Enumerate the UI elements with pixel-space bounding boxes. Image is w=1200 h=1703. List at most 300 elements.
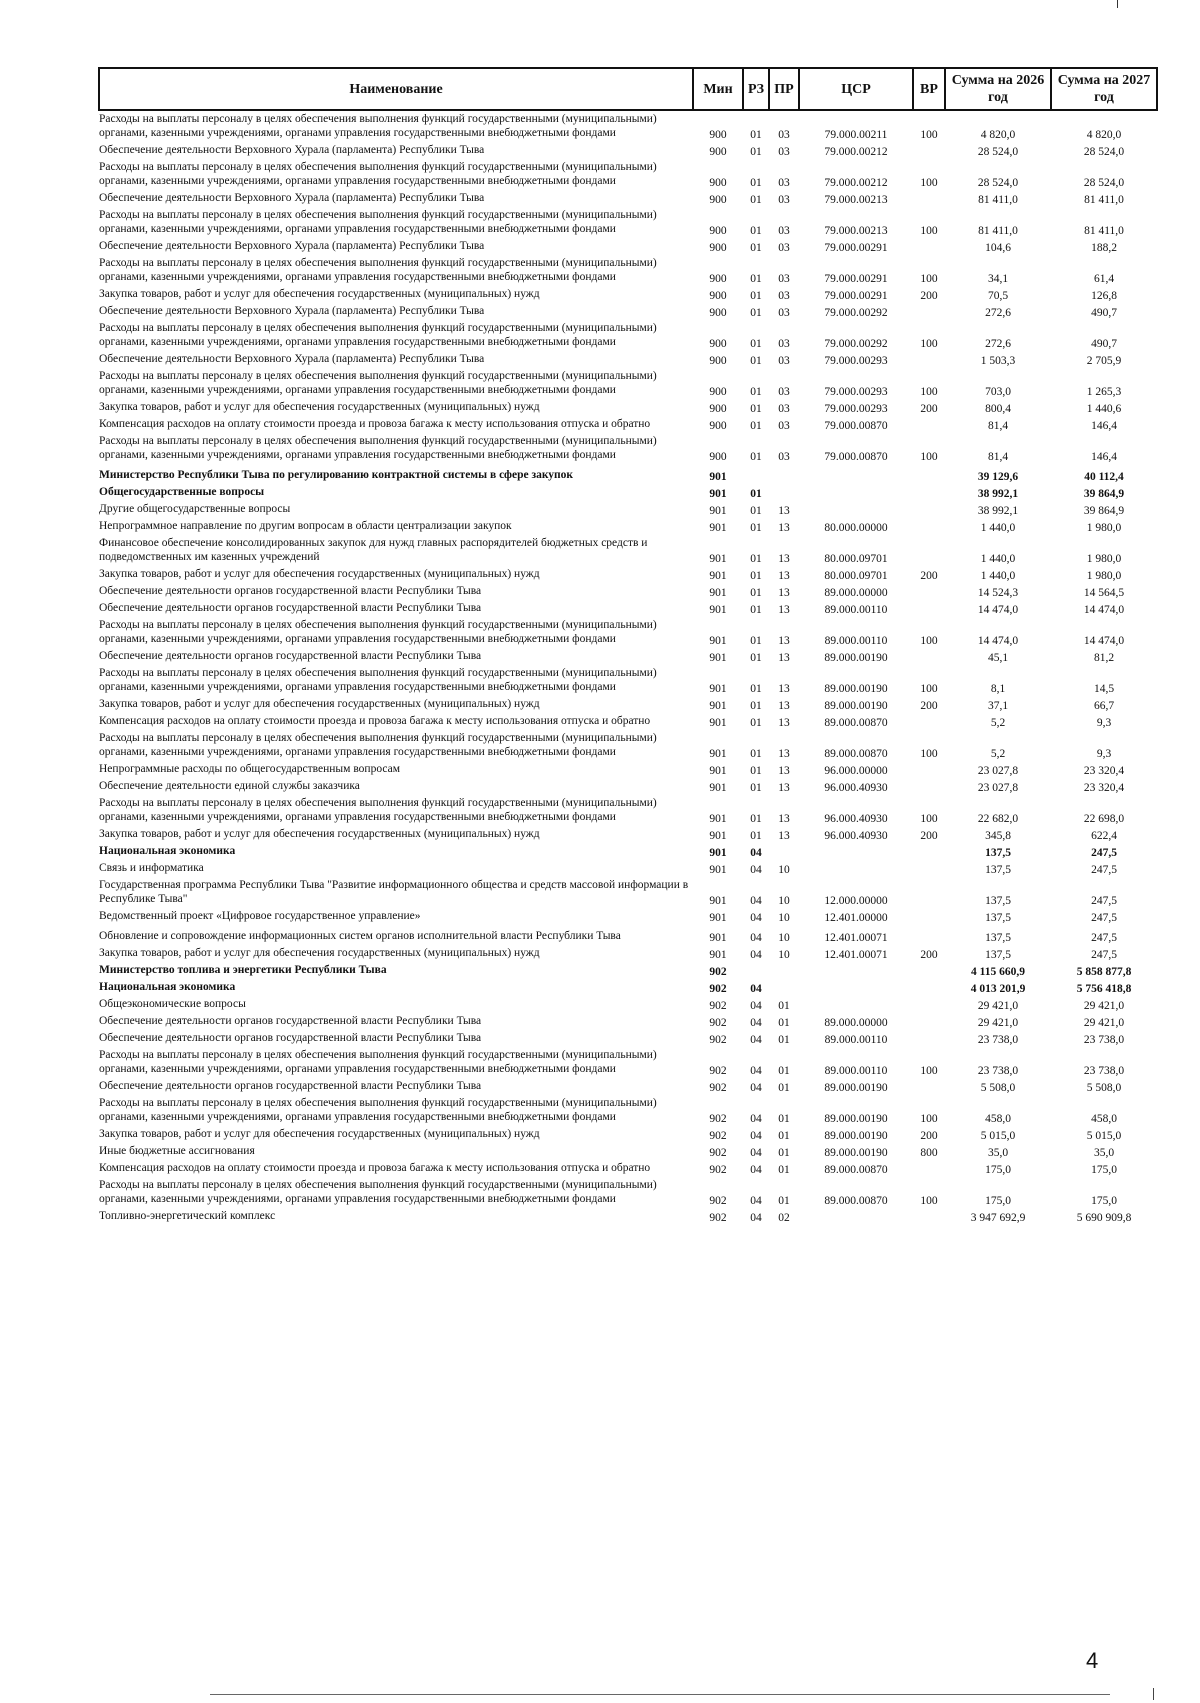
- table-row: [99, 416, 1157, 433]
- row-sum-2026: 29 421,0: [977, 1017, 1019, 1029]
- row-vr: 200: [920, 700, 938, 712]
- row-min: 901: [709, 635, 727, 647]
- page-number: 4: [1086, 1648, 1099, 1673]
- row-sum-2027: 81 411,0: [1084, 194, 1124, 206]
- row-name: Обеспечение деятельности Верховного Хурала (парламента) Республики Тыва: [99, 192, 485, 204]
- row-vr: [913, 351, 945, 368]
- row-csr: 80.000.00000: [824, 522, 888, 534]
- table-row: [99, 1013, 1157, 1030]
- row-rz: 01: [750, 813, 762, 825]
- row-csr: 12.401.00071: [824, 932, 888, 944]
- row-min: 900: [709, 403, 727, 415]
- row-min: 901: [709, 652, 727, 664]
- row-name: Национальная экономика: [99, 981, 236, 993]
- row-min: 900: [709, 129, 727, 141]
- row-vr: [913, 464, 945, 484]
- row-sum-2027: 1 265,3: [1086, 386, 1122, 398]
- row-pr: 01: [778, 1082, 790, 1094]
- row-csr: 96.000.40930: [824, 813, 888, 825]
- row-csr: 80.000.09701: [824, 570, 888, 582]
- row-csr: 89.000.00110: [824, 604, 888, 616]
- row-sum-2027: 247,5: [1091, 932, 1117, 944]
- row-pr: 10: [778, 912, 790, 924]
- row-csr: 79.000.00293: [824, 355, 888, 367]
- row-vr: [913, 600, 945, 617]
- row-vr: 100: [920, 683, 938, 695]
- row-sum-2026: 34,1: [987, 273, 1009, 285]
- row-csr: 79.000.00870: [824, 451, 888, 463]
- row-min: 900: [709, 307, 727, 319]
- header-sum-2027: Сумма на 2027 год: [1051, 68, 1157, 110]
- row-min: 902: [709, 1130, 727, 1142]
- row-min: 900: [709, 194, 727, 206]
- row-name: Иные бюджетные ассигнования: [99, 1145, 255, 1157]
- row-pr: 03: [778, 386, 790, 398]
- row-csr: 89.000.00190: [824, 700, 888, 712]
- row-min: 902: [709, 983, 727, 995]
- row-sum-2027: 247,5: [1091, 949, 1117, 961]
- row-rz: 01: [750, 129, 762, 141]
- row-sum-2027: 14 474,0: [1083, 635, 1125, 647]
- row-vr: [913, 142, 945, 159]
- row-sum-2026: 137,5: [985, 847, 1011, 859]
- row-sum-2026: 458,0: [985, 1113, 1011, 1125]
- row-rz: 01: [750, 765, 762, 777]
- row-vr: [913, 778, 945, 795]
- row-vr: 100: [920, 748, 938, 760]
- row-csr: 79.000.00212: [824, 177, 888, 189]
- row-name: Ведомственный проект «Цифровое государственное управление»: [99, 910, 421, 922]
- row-rz: 01: [750, 830, 762, 842]
- row-vr: 100: [920, 177, 938, 189]
- row-min: 901: [709, 912, 727, 924]
- row-csr: [799, 464, 913, 484]
- row-min: 900: [709, 177, 727, 189]
- row-vr: [913, 843, 945, 860]
- budget-table: [98, 67, 1158, 1225]
- footer-rule: [210, 1694, 1110, 1695]
- row-vr: [913, 238, 945, 255]
- row-sum-2026: 22 682,0: [977, 813, 1019, 825]
- table-row: [99, 351, 1157, 368]
- row-sum-2027: 14 564,5: [1083, 587, 1125, 599]
- row-min: 902: [709, 1017, 727, 1029]
- table-row: [99, 518, 1157, 535]
- row-vr: [913, 1078, 945, 1095]
- row-name: Обеспечение деятельности органов государственной власти Республики Тыва: [99, 602, 482, 614]
- row-name: Обеспечение деятельности единой службы заказчика: [99, 780, 360, 792]
- row-vr: [913, 648, 945, 665]
- row-sum-2027: 247,5: [1091, 847, 1117, 859]
- row-pr: 01: [778, 1017, 790, 1029]
- row-vr: [913, 484, 945, 501]
- row-sum-2026: 3 947 692,9: [970, 1212, 1026, 1224]
- row-pr: 03: [778, 194, 790, 206]
- row-rz: 04: [750, 932, 762, 944]
- row-name: Компенсация расходов на оплату стоимости проезда и провоза багажа к месту использования отпуска и обратно: [99, 418, 651, 430]
- table-row: [99, 877, 1157, 908]
- row-csr: 79.000.00292: [824, 338, 888, 350]
- row-min: 901: [709, 505, 727, 517]
- row-vr: 800: [920, 1147, 938, 1159]
- row-vr: 100: [920, 273, 938, 285]
- row-name: Обеспечение деятельности органов государственной власти Республики Тыва: [99, 1080, 482, 1092]
- row-min: 901: [709, 700, 727, 712]
- row-name: Закупка товаров, работ и услуг для обеспечения государственных (муниципальных) нужд: [99, 288, 540, 300]
- row-rz: 01: [750, 225, 762, 237]
- row-vr: 200: [920, 403, 938, 415]
- row-name: Расходы на выплаты персоналу в целях обеспечения выполнения функций государственными (муниципальными) органами, казенными учреждениями, органами управления государственными внебюджетными фондами: [99, 322, 657, 348]
- row-pr: 02: [778, 1212, 790, 1224]
- row-min: 901: [709, 553, 727, 565]
- row-sum-2026: 81,4: [987, 420, 1009, 432]
- row-vr: 200: [920, 1130, 938, 1142]
- table-row: [99, 110, 1157, 142]
- row-sum-2026: 272,6: [985, 338, 1011, 350]
- row-csr: 89.000.00000: [824, 587, 888, 599]
- row-vr: 200: [920, 830, 938, 842]
- row-vr: [913, 925, 945, 945]
- row-sum-2027: 5 756 418,8: [1076, 983, 1132, 995]
- row-min: 900: [709, 273, 727, 285]
- row-csr: 89.000.00000: [824, 1017, 888, 1029]
- row-pr: 13: [778, 700, 790, 712]
- row-name: Расходы на выплаты персоналу в целях обеспечения выполнения функций государственными (муниципальными) органами, казенными учреждениями, органами управления государственными внебюджетными фондами: [99, 1179, 657, 1205]
- row-sum-2026: 81,4: [987, 451, 1009, 463]
- row-rz: 01: [750, 570, 762, 582]
- row-sum-2027: 9,3: [1096, 717, 1112, 729]
- row-name: Расходы на выплаты персоналу в целях обеспечения выполнения функций государственными (муниципальными) органами, казенными учреждениями, органами управления государственными внебюджетными фондами: [99, 1049, 657, 1075]
- row-name: Обеспечение деятельности Верховного Хурала (парламента) Республики Тыва: [99, 144, 485, 156]
- table-row: [99, 617, 1157, 648]
- row-pr: 13: [778, 522, 790, 534]
- row-vr: 200: [920, 290, 938, 302]
- table-row: [99, 1160, 1157, 1177]
- row-name: Компенсация расходов на оплату стоимости проезда и провоза багажа к месту использования отпуска и обратно: [99, 1162, 651, 1174]
- row-csr: [799, 962, 913, 979]
- row-rz: 04: [750, 1000, 762, 1012]
- row-name: Другие общегосударственные вопросы: [99, 503, 291, 515]
- row-sum-2026: 81 411,0: [978, 225, 1018, 237]
- row-sum-2026: 23 027,8: [977, 782, 1019, 794]
- row-min: 901: [709, 949, 727, 961]
- header-sum-2026: Сумма на 2026 год: [945, 68, 1051, 110]
- row-sum-2026: 1 440,0: [980, 570, 1016, 582]
- row-rz: 01: [750, 338, 762, 350]
- row-name: Расходы на выплаты персоналу в целях обеспечения выполнения функций государственными (муниципальными) органами, казенными учреждениями, органами управления государственными внебюджетными фондами: [99, 619, 657, 645]
- row-rz: 01: [750, 451, 762, 463]
- row-vr: [913, 979, 945, 996]
- row-sum-2026: 81 411,0: [978, 194, 1018, 206]
- row-vr: [913, 583, 945, 600]
- row-csr: [799, 1208, 913, 1225]
- row-name: Расходы на выплаты персоналу в целях обеспечения выполнения функций государственными (муниципальными) органами, казенными учреждениями, органами управления государственными внебюджетными фондами: [99, 113, 657, 139]
- table-row: [99, 1047, 1157, 1078]
- row-min: 900: [709, 290, 727, 302]
- row-csr: [799, 484, 913, 501]
- row-min: 901: [709, 813, 727, 825]
- row-min: 902: [709, 1147, 727, 1159]
- row-csr: 79.000.00212: [824, 146, 888, 158]
- row-sum-2027: 622,4: [1091, 830, 1117, 842]
- table-row: [99, 600, 1157, 617]
- row-csr: [799, 843, 913, 860]
- row-sum-2026: 23 027,8: [977, 765, 1019, 777]
- row-csr: 79.000.00291: [824, 242, 888, 254]
- row-sum-2026: 137,5: [985, 932, 1011, 944]
- row-sum-2027: 2 705,9: [1086, 355, 1122, 367]
- row-name: Обеспечение деятельности органов государственной власти Республики Тыва: [99, 1015, 482, 1027]
- row-pr: 13: [778, 635, 790, 647]
- row-min: 900: [709, 338, 727, 350]
- row-rz: 01: [750, 700, 762, 712]
- row-sum-2027: 23 738,0: [1083, 1065, 1125, 1077]
- row-pr: 03: [778, 355, 790, 367]
- row-pr: 03: [778, 146, 790, 158]
- row-pr: 03: [778, 451, 790, 463]
- row-name: Расходы на выплаты персоналу в целях обеспечения выполнения функций государственными (муниципальными) органами, казенными учреждениями, органами управления государственными внебюджетными фондами: [99, 667, 657, 693]
- row-csr: 12.401.00000: [824, 912, 888, 924]
- row-sum-2027: 490,7: [1091, 307, 1117, 319]
- row-name: Закупка товаров, работ и услуг для обеспечения государственных (муниципальных) нужд: [99, 947, 540, 959]
- table-row: [99, 433, 1157, 464]
- row-rz: 01: [750, 386, 762, 398]
- row-name: Общегосударственные вопросы: [99, 486, 265, 498]
- row-vr: 100: [920, 129, 938, 141]
- row-sum-2027: 28 524,0: [1083, 146, 1125, 158]
- row-pr: 03: [778, 338, 790, 350]
- row-rz: 01: [750, 488, 762, 500]
- row-name: Непрограммные расходы по общегосударственным вопросам: [99, 763, 400, 775]
- row-sum-2027: 81,2: [1093, 652, 1115, 664]
- row-csr: 89.000.00190: [824, 683, 888, 695]
- row-sum-2026: 1 503,3: [980, 355, 1016, 367]
- row-rz: 04: [750, 1130, 762, 1142]
- row-pr: 01: [778, 1147, 790, 1159]
- row-rz: 04: [750, 983, 762, 995]
- table-row: [99, 648, 1157, 665]
- row-pr: 10: [778, 932, 790, 944]
- row-rz: 01: [750, 403, 762, 415]
- row-pr: 13: [778, 765, 790, 777]
- row-csr: 79.000.00293: [824, 403, 888, 415]
- row-sum-2026: 4 115 660,9: [971, 966, 1025, 978]
- row-sum-2027: 29 421,0: [1083, 1017, 1125, 1029]
- row-vr: [913, 908, 945, 925]
- row-name: Обеспечение деятельности Верховного Хурала (парламента) Республики Тыва: [99, 305, 485, 317]
- row-pr: [769, 464, 799, 484]
- row-name: Расходы на выплаты персоналу в целях обеспечения выполнения функций государственными (муниципальными) органами, казенными учреждениями, органами управления государственными внебюджетными фондами: [99, 732, 657, 758]
- row-pr: 03: [778, 177, 790, 189]
- row-name: Обеспечение деятельности органов государственной власти Республики Тыва: [99, 585, 482, 597]
- row-csr: [799, 979, 913, 996]
- row-csr: 89.000.00110: [824, 1065, 888, 1077]
- row-sum-2027: 23 320,4: [1083, 782, 1125, 794]
- row-vr: [913, 962, 945, 979]
- row-min: 901: [709, 471, 727, 483]
- row-csr: 89.000.00110: [824, 1034, 888, 1046]
- row-min: 900: [709, 386, 727, 398]
- row-rz: 01: [750, 307, 762, 319]
- row-sum-2027: 23 738,0: [1083, 1034, 1125, 1046]
- table-row: [99, 696, 1157, 713]
- table-row: [99, 1030, 1157, 1047]
- table-row: [99, 945, 1157, 962]
- row-rz: 01: [750, 420, 762, 432]
- row-sum-2026: 38 992,1: [977, 488, 1019, 500]
- row-min: 902: [709, 1195, 727, 1207]
- table-row: [99, 320, 1157, 351]
- row-rz: 01: [750, 290, 762, 302]
- row-sum-2027: 5 858 877,8: [1076, 966, 1132, 978]
- row-pr: 01: [778, 1164, 790, 1176]
- row-csr: 79.000.00291: [824, 273, 888, 285]
- header-vr: ВР: [913, 68, 945, 110]
- row-csr: 89.000.00870: [824, 748, 888, 760]
- row-sum-2027: 23 320,4: [1083, 765, 1125, 777]
- row-sum-2027: 4 820,0: [1086, 129, 1122, 141]
- row-sum-2027: 1 440,6: [1086, 403, 1122, 415]
- row-pr: 03: [778, 129, 790, 141]
- row-rz: 01: [750, 553, 762, 565]
- row-name: Компенсация расходов на оплату стоимости проезда и провоза багажа к месту использования отпуска и обратно: [99, 715, 651, 727]
- row-name: Расходы на выплаты персоналу в целях обеспечения выполнения функций государственными (муниципальными) органами, казенными учреждениями, органами управления государственными внебюджетными фондами: [99, 370, 657, 396]
- row-sum-2027: 5 015,0: [1086, 1130, 1122, 1142]
- table-row: [99, 665, 1157, 696]
- row-pr: 13: [778, 683, 790, 695]
- row-name: Расходы на выплаты персоналу в целях обеспечения выполнения функций государственными (муниципальными) органами, казенными учреждениями, органами управления государственными внебюджетными фондами: [99, 209, 657, 235]
- row-vr: [913, 1208, 945, 1225]
- row-sum-2026: 14 474,0: [977, 635, 1019, 647]
- table-row: [99, 962, 1157, 979]
- row-min: 902: [709, 1034, 727, 1046]
- row-name: Расходы на выплаты персоналу в целях обеспечения выполнения функций государственными (муниципальными) органами, казенными учреждениями, органами управления государственными внебюджетными фондами: [99, 797, 657, 823]
- row-sum-2027: 146,4: [1091, 451, 1117, 463]
- footer-tick: [1153, 1688, 1154, 1700]
- row-pr: 10: [778, 895, 790, 907]
- row-vr: [913, 1013, 945, 1030]
- row-name: Закупка товаров, работ и услуг для обеспечения государственных (муниципальных) нужд: [99, 1128, 540, 1140]
- row-sum-2026: 345,8: [985, 830, 1011, 842]
- row-vr: [913, 996, 945, 1013]
- row-csr: 89.000.00190: [824, 1082, 888, 1094]
- row-csr: 79.000.00213: [824, 194, 888, 206]
- table-row: [99, 860, 1157, 877]
- row-pr: 10: [778, 864, 790, 876]
- row-csr: 89.000.00870: [824, 717, 888, 729]
- row-sum-2026: 29 421,0: [977, 1000, 1019, 1012]
- row-name: Связь и информатика: [99, 862, 204, 874]
- row-name: Национальная экономика: [99, 845, 236, 857]
- row-csr: 79.000.00211: [824, 129, 888, 141]
- row-vr: [913, 1160, 945, 1177]
- row-sum-2026: 23 738,0: [977, 1034, 1019, 1046]
- row-rz: 04: [750, 847, 762, 859]
- row-sum-2026: 28 524,0: [977, 146, 1019, 158]
- row-vr: [913, 761, 945, 778]
- row-name: Расходы на выплаты персоналу в целях обеспечения выполнения функций государственными (муниципальными) органами, казенными учреждениями, органами управления государственными внебюджетными фондами: [99, 1097, 657, 1123]
- row-min: 901: [709, 782, 727, 794]
- row-vr: 100: [920, 1113, 938, 1125]
- row-min: 902: [709, 966, 727, 978]
- row-min: 901: [709, 488, 727, 500]
- table-row: [99, 501, 1157, 518]
- row-sum-2027: 490,7: [1091, 338, 1117, 350]
- row-sum-2026: 137,5: [985, 864, 1011, 876]
- row-min: 901: [709, 748, 727, 760]
- table-row: [99, 996, 1157, 1013]
- row-name: Закупка товаров, работ и услуг для обеспечения государственных (муниципальных) нужд: [99, 828, 540, 840]
- row-min: 901: [709, 864, 727, 876]
- row-csr: 89.000.00190: [824, 1147, 888, 1159]
- row-min: 900: [709, 420, 727, 432]
- row-csr: 96.000.00000: [824, 765, 888, 777]
- row-pr: 01: [778, 1065, 790, 1077]
- row-csr: 12.000.00000: [824, 895, 888, 907]
- row-pr: 13: [778, 652, 790, 664]
- row-min: 901: [709, 522, 727, 534]
- row-name: Государственная программа Республики Тыва "Развитие информационного общества и средств массовой информации в Республике Тыва": [99, 879, 689, 905]
- row-csr: 12.401.00071: [824, 949, 888, 961]
- row-csr: 79.000.00292: [824, 307, 888, 319]
- row-vr: [913, 518, 945, 535]
- row-rz: 04: [750, 1065, 762, 1077]
- row-rz: 04: [750, 1195, 762, 1207]
- row-pr: 13: [778, 717, 790, 729]
- row-vr: [913, 501, 945, 518]
- table-row: [99, 925, 1157, 945]
- row-sum-2026: 8,1: [990, 683, 1006, 695]
- row-pr: 01: [778, 1130, 790, 1142]
- row-name: Расходы на выплаты персоналу в целях обеспечения выполнения функций государственными (муниципальными) органами, казенными учреждениями, органами управления государственными внебюджетными фондами: [99, 161, 657, 187]
- row-pr: 13: [778, 553, 790, 565]
- row-name: Расходы на выплаты персоналу в целях обеспечения выполнения функций государственными (муниципальными) органами, казенными учреждениями, органами управления государственными внебюджетными фондами: [99, 435, 657, 461]
- row-csr: 79.000.00870: [824, 420, 888, 432]
- row-sum-2027: 247,5: [1091, 895, 1117, 907]
- row-sum-2027: 14 474,0: [1083, 604, 1125, 616]
- row-min: 901: [709, 895, 727, 907]
- row-sum-2027: 28 524,0: [1083, 177, 1125, 189]
- row-rz: 01: [750, 748, 762, 760]
- table-row: [99, 1078, 1157, 1095]
- table-header: [99, 68, 1157, 110]
- row-csr: 89.000.00190: [824, 1113, 888, 1125]
- row-min: 900: [709, 451, 727, 463]
- row-vr: 100: [920, 338, 938, 350]
- row-csr: 80.000.09701: [824, 553, 888, 565]
- row-sum-2026: 175,0: [985, 1195, 1011, 1207]
- row-sum-2027: 61,4: [1093, 273, 1115, 285]
- row-pr: 03: [778, 290, 790, 302]
- row-vr: 200: [920, 570, 938, 582]
- table-row: [99, 286, 1157, 303]
- row-sum-2026: 45,1: [987, 652, 1009, 664]
- row-min: 901: [709, 717, 727, 729]
- row-csr: 79.000.00291: [824, 290, 888, 302]
- row-vr: [913, 416, 945, 433]
- row-name: Министерство Республики Тыва по регулированию контрактной системы в сфере закупок: [99, 469, 574, 481]
- row-min: 901: [709, 765, 727, 777]
- row-sum-2027: 175,0: [1091, 1195, 1117, 1207]
- row-pr: 13: [778, 570, 790, 582]
- row-sum-2027: 22 698,0: [1083, 813, 1125, 825]
- row-csr: 89.000.00190: [824, 652, 888, 664]
- row-min: 901: [709, 847, 727, 859]
- row-sum-2027: 39 864,9: [1083, 505, 1125, 517]
- row-min: 902: [709, 1113, 727, 1125]
- row-pr: 13: [778, 587, 790, 599]
- row-rz: 01: [750, 505, 762, 517]
